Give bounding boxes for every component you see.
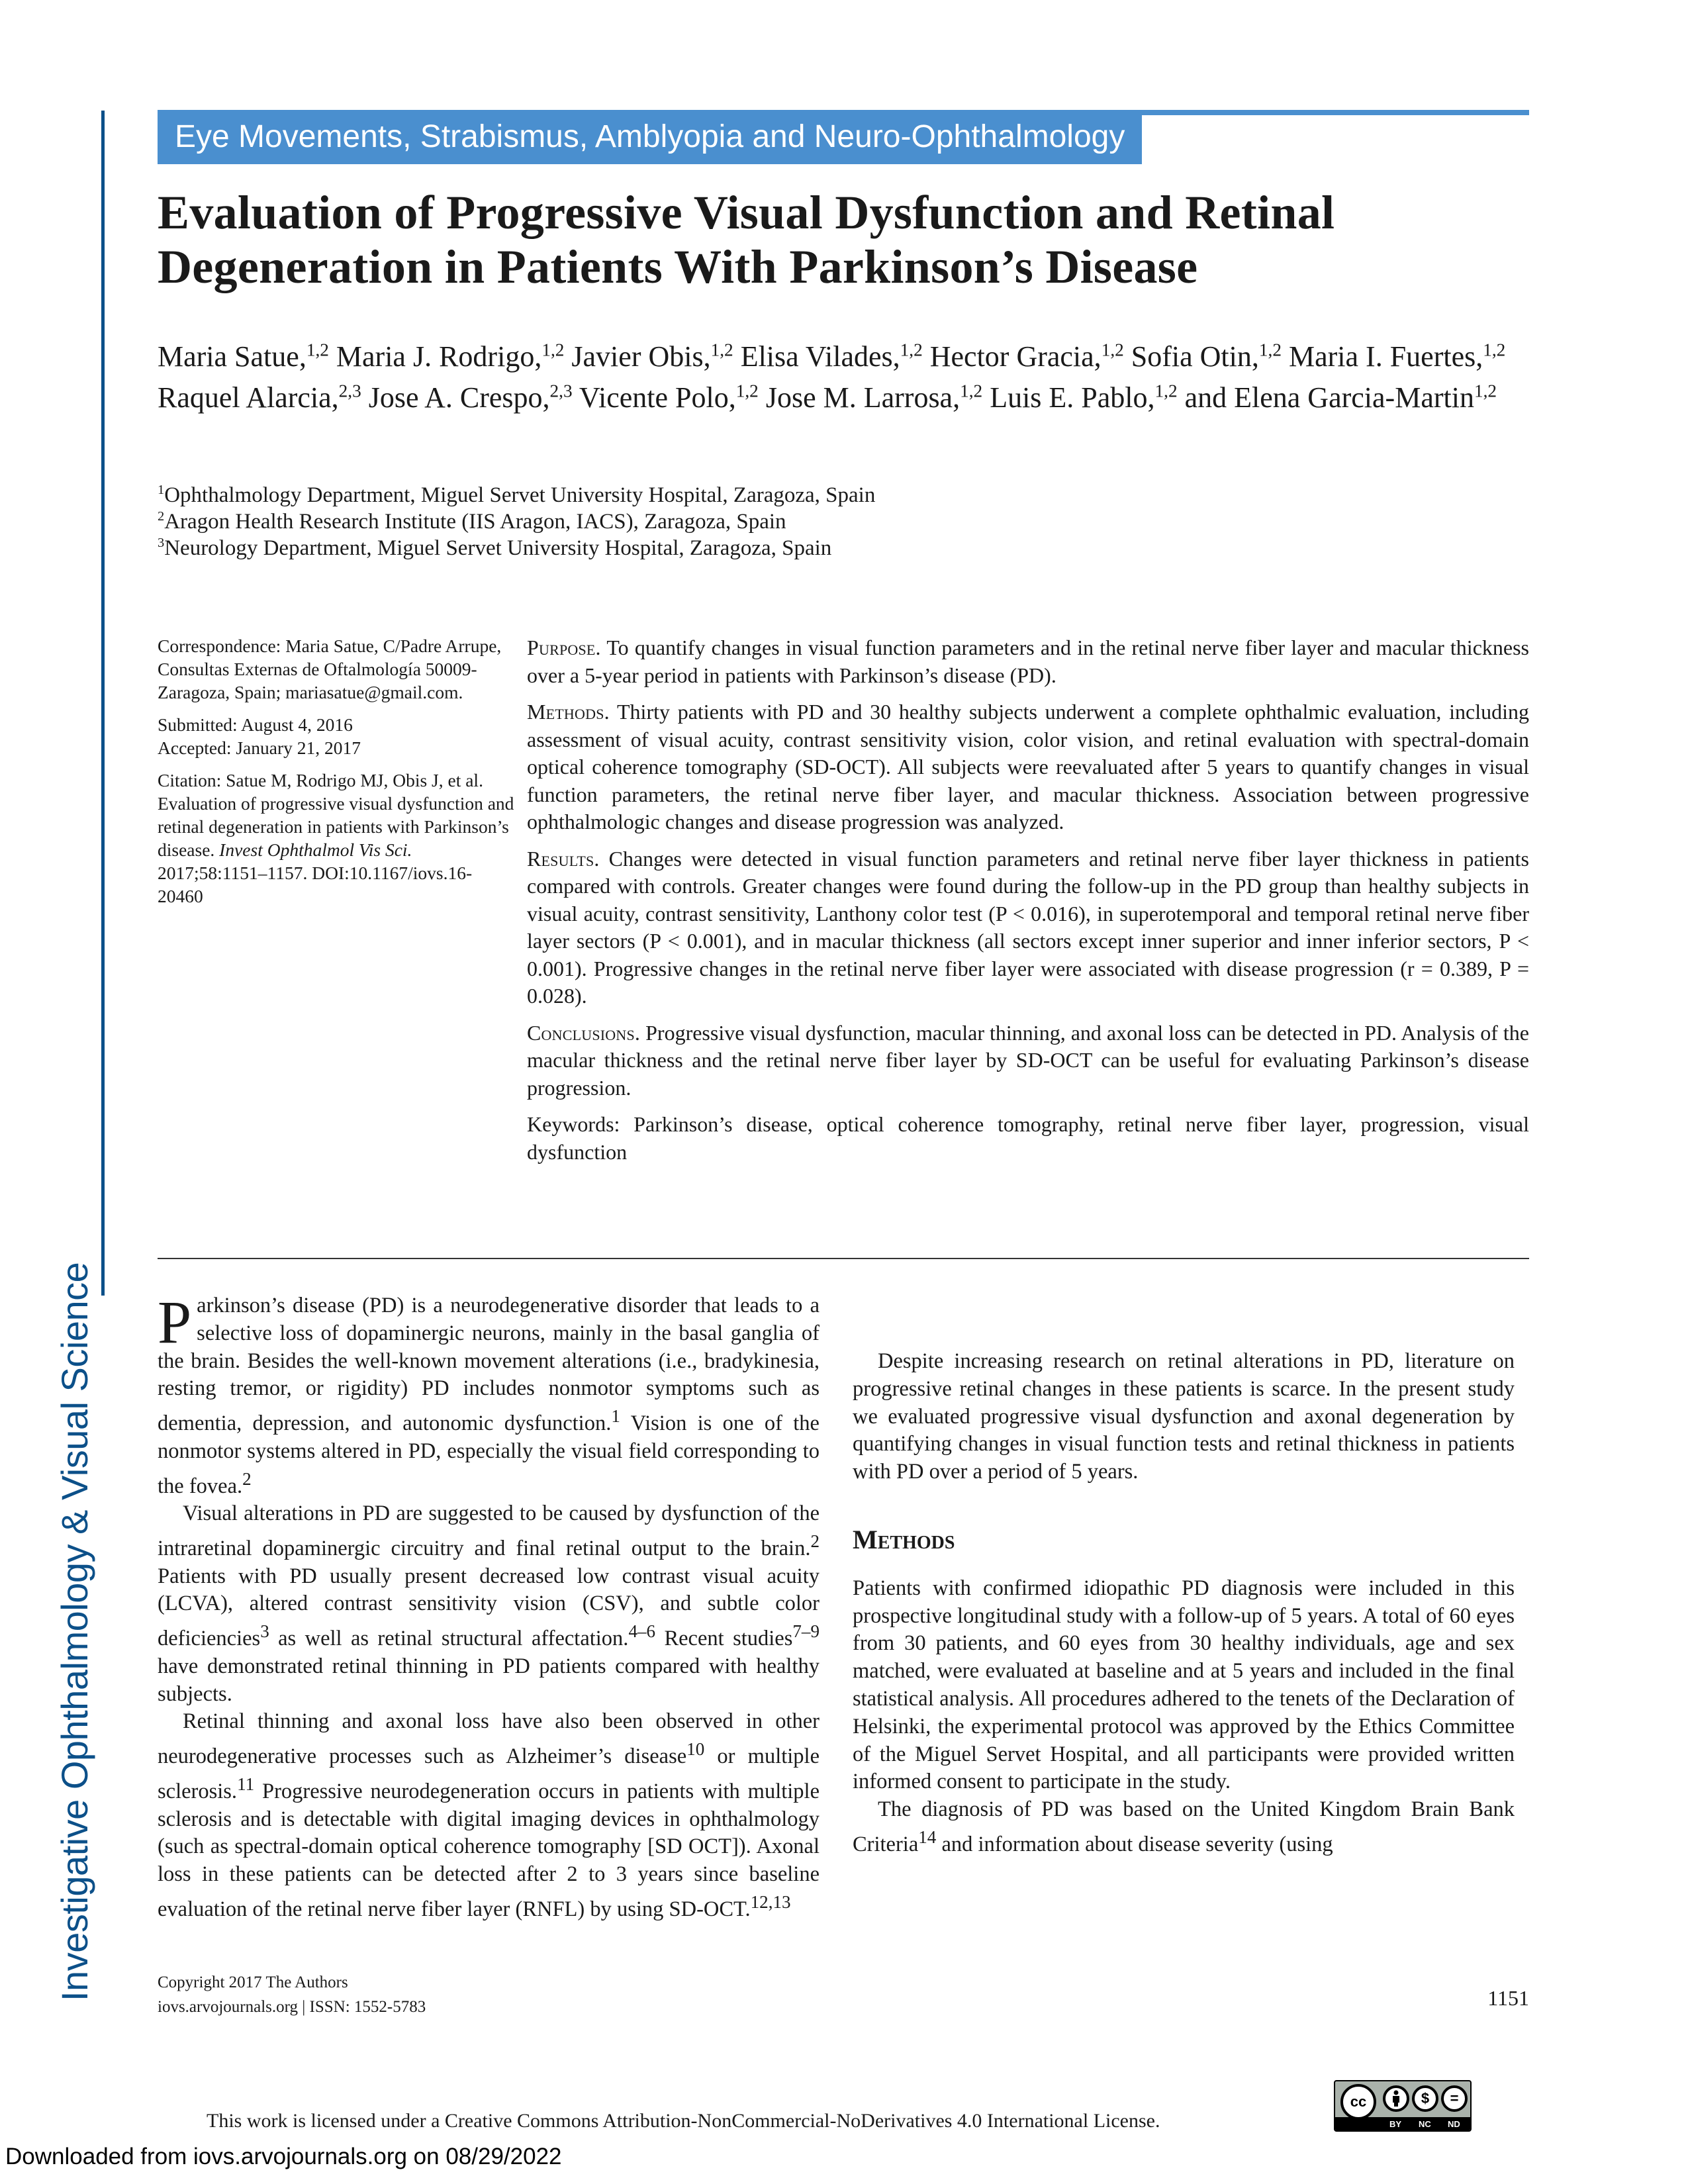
author: Sofia Otin,$^{1,2}$ [1131,340,1282,373]
copyright: Copyright 2017 The Authors [158,1973,348,1991]
body-paragraph: Parkinson’s disease (PD) is a neurodegenerative disorder that leads to a selective loss of dopaminergic neurons, mainly in the basal ganglia of the brain. Besides the well-known movement alterations (i.e., bradykinesia, resting tremor, or rigidity) PD includes nonmotor symptoms such as dementia, depression, and autonomic dysfunction.$^1$ Vision is one of the nonmotor systems altered in PD, especially the visual field corresponding to the fovea.$^2$ [158,1288,820,1498]
cc-by-nc-nd-badge[interactable] [1334,2080,1472,2132]
title-line-1: Evaluation of Progressive Visual Dysfunction and Retinal [158,186,1335,239]
body-paragraph: Visual alterations in PD are suggested to be caused by dysfunction of the intraretinal dopaminergic circuitry and final retinal output to the brain.$^2$ Patients with PD usually present decreased low contrast visual acuity (LCVA), altered contrast sensitivity vision (CSV), and subtle color deficiencies$^3$ as well as retinal structural affectation.$^{4-6}$ Recent studies$^{7-9}$ have demonstrated retinal thinning in PD patients compared with healthy subjects. [158,1501,820,1706]
author: Maria Satue,$^{1,2}$ [158,340,329,373]
noderivatives-icon: = [1441,2085,1468,2112]
abstract-methods: Methods. Thirty patients with PD and 30 healthy subjects underwent a complete ophthalmic evaluation, including assessment of visual acuity, contrast sensitivity vision, color vision, and retinal evaluation with spectral-domain optical coherence tomography (SD-OCT). All subjects were reevaluated after 5 years to quantify changes in visual function parameters, the retinal nerve fiber layer, and macular thickness. Association between progressive ophthalmologic changes and disease progression was analyzed. [527,700,1530,833]
author-list [158,336,1534,418]
author: Javier Obis,$^{1,2}$ [571,340,733,373]
abstract-conclusions: Conclusions. Progressive visual dysfunction, macular thinning, and axonal loss can be detected in PD. Analysis of the macular thickness and the retinal nerve fiber layer by SD-OCT can be useful for evaluating Parkinson’s disease progression. [527,1020,1530,1100]
methods-heading: Methods [853,1524,955,1554]
author: and Elena Garcia-Martin$^{1,2}$ [1184,381,1497,414]
accepted-date: Accepted: January 21, 2017 [158,737,361,758]
author: Elisa Vilades,$^{1,2}$ [740,340,923,373]
side-rule [101,111,105,1296]
author: Jose M. Larrosa,$^{1,2}$ [765,381,983,414]
author: Hector Gracia,$^{1,2}$ [929,340,1124,373]
page-footer [158,1970,426,2019]
cc-label-strip: BY NC ND [1335,2117,1470,2130]
noncommercial-icon: $ [1412,2085,1438,2112]
license-text[interactable]: This work is licensed under a Creative Commons Attribution-NonCommercial-NoDerivatives 4.0 International License. [207,2110,1160,2132]
keywords: Keywords: Parkinson’s disease, optical coherence tomography, retinal nerve fiber layer, progression, visual dysfunction [527,1112,1529,1164]
title-line-2: Degeneration in Patients With Parkinson’s Disease [158,240,1198,293]
download-stamp: Downloaded from iovs.arvojournals.org on 08/29/2022 [5,2144,562,2169]
correspondence: Correspondence: Maria Satue, C/Padre Arrupe, Consultas Externas de Oftalmología 50009-Zaragoza, Spain; mariasatue@gmail.com. [158,636,502,702]
author: Vicente Polo,$^{1,2}$ [579,381,759,414]
submitted-date: Submitted: August 4, 2016 [158,714,353,735]
author: Luis E. Pablo,$^{1,2}$ [990,381,1178,414]
citation: Citation: Satue M, Rodrigo MJ, Obis J, et al. Evaluation of progressive visual dysfunction and retinal degeneration in patients with Parkinson’s disease. Invest Ophthalmol Vis Sci. 2017;58:1151–1157. DOI:10.1167/iovs.16-20460 [158,770,514,906]
author: Jose A. Crespo,$^{2,3}$ [368,381,573,414]
author: Maria I. Fuertes,$^{1,2}$ [1288,340,1506,373]
body-column-left [158,1288,820,1924]
cc-icon: cc [1340,2084,1376,2120]
affiliation: $^1$Ophthalmology Department, Miguel Servet University Hospital, Zaragoza, Spain [158,483,876,507]
body-column-right [853,1292,1515,1859]
journal-info: iovs.arvojournals.org | ISSN: 1552-5783 [158,1998,426,2016]
body-paragraph: Patients with confirmed idiopathic PD diagnosis were included in this prospective longitudinal study with a follow-up of 5 years. A total of 60 eyes from 30 patients, and 60 eyes from 30 healthy individuals, age and sex matched, were evaluated at baseline and at 5 years and included in the final statistical analysis. All procedures adhered to the tenets of the Declaration of Helsinki, the experimental protocol was approved by the Ethics Committee of the Miguel Servet Hospital, and all participants were provided written informed consent to participate in the study. [853,1576,1515,1794]
author: Maria J. Rodrigo,$^{1,2}$ [336,340,565,373]
affiliations [158,482,1217,561]
affiliation: $^2$Aragon Health Research Institute (IIS Aragon, IACS), Zaragoza, Spain [158,509,786,534]
article-title [158,185,1548,294]
body-paragraph: Retinal thinning and axonal loss have also been observed in other neurodegenerative processes such as Alzheimer’s disease$^{10}$ or multiple sclerosis.$^{11}$ Progressive neurodegeneration occurs in patients with multiple sclerosis and is detectable with digital imaging devices in ophthalmology (such as spectral-domain optical coherence tomography [SD OCT]). Axonal loss in these patients can be detected after 2 to 3 years since baseline evaluation of the retinal nerve fiber layer (RNFL) by using SD-OCT.$^{12,13}$ [158,1709,820,1921]
attribution-icon [1383,2085,1409,2112]
abstract-purpose: Purpose. To quantify changes in visual function parameters and in the retinal nerve fiber layer and macular thickness over a 5-year period in patients with Parkinson’s disease (PD). [527,636,1530,687]
body-paragraph: The diagnosis of PD was based on the United Kingdom Brain Bank Criteria$^{14}$ and information about disease severity (using [853,1797,1515,1856]
drop-cap: P [158,1288,192,1356]
section-divider [158,1258,1529,1259]
citation-journal: Invest Ophthalmol Vis Sci. [219,839,412,860]
dates [158,713,515,759]
author: Raquel Alarcia,$^{2,3}$ [158,381,361,414]
section-tag: Eye Movements, Strabismus, Amblyopia and Neuro-Ophthalmology [158,110,1142,164]
article-info-sidebar [158,634,515,917]
body-paragraph: Despite increasing research on retinal alterations in PD, literature on progressive retinal changes in these patients is scarce. In the present study we evaluated progressive visual dysfunction and axonal degeneration by quantifying changes in visual function tests and retinal thickness in patients with PD over a period of 5 years. [853,1349,1515,1484]
abstract [527,634,1529,1175]
abstract-results: Results. Changes were detected in visual function parameters and retinal nerve fiber layer thickness in patients compared with controls. Greater changes were found during the follow-up in the PD group than healthy subjects in visual acuity, contrast sensitivity, Lanthony color test (P < 0.016), in superotemporal and temporal retinal nerve fiber layer sectors (P < 0.001), and in macular thickness (all sectors except inner superior and inner inferior sectors, P < 0.001). Progressive changes in the retinal nerve fiber layer were associated with disease progression (r = 0.389, P = 0.028). [527,846,1530,1008]
page-number: 1151 [1487,1986,1529,2010]
affiliation: $^3$Neurology Department, Miguel Servet University Hospital, Zaragoza, Spain [158,536,832,560]
journal-side-banner: Investigative Ophthalmology & Visual Science [54,1262,95,2001]
